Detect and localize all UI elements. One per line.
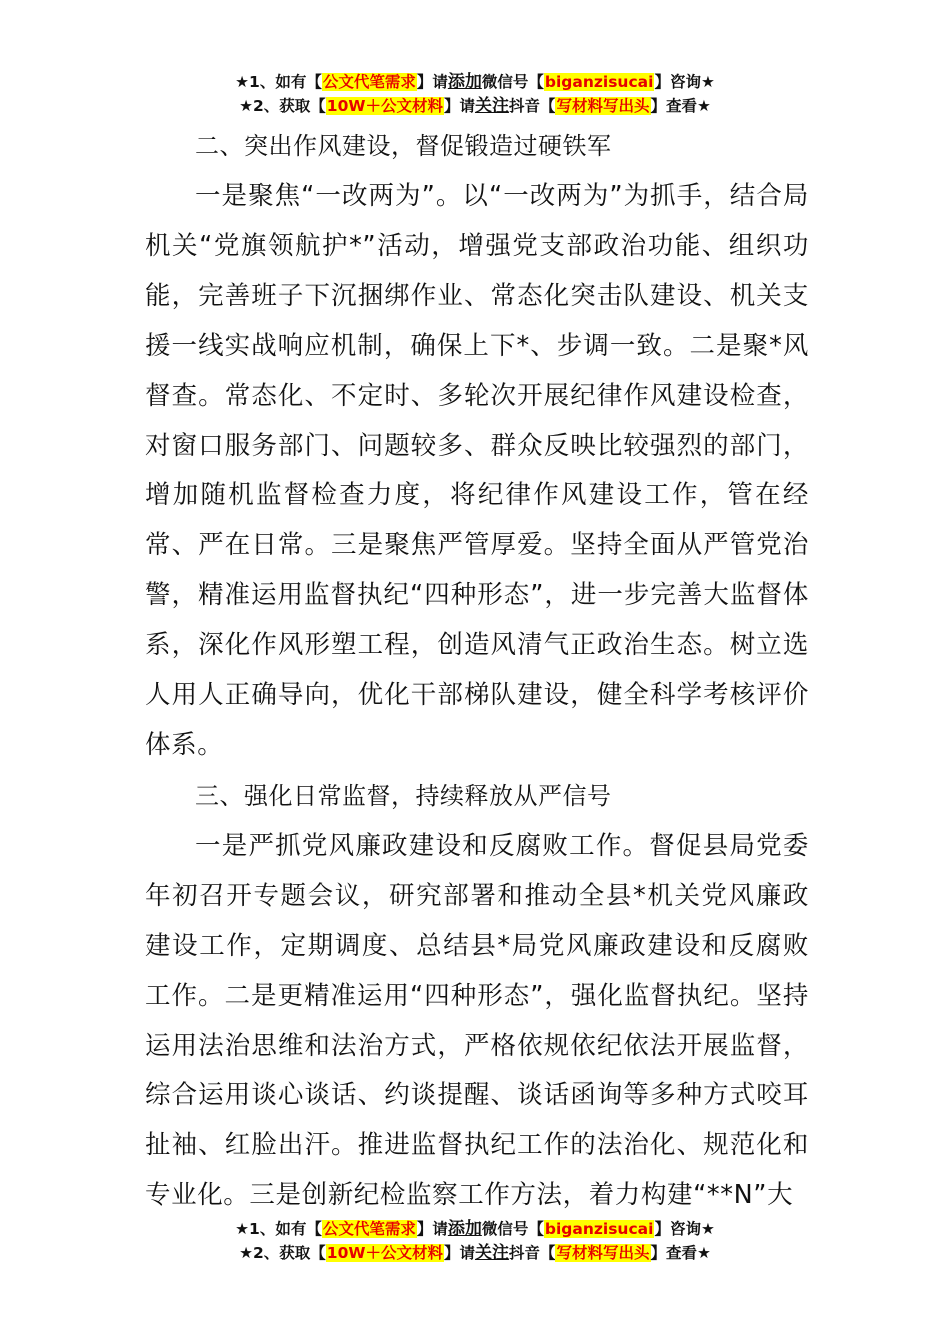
document-body (145, 123, 809, 1223)
header-promo (0, 70, 950, 118)
promo-highlight-materials: 10W＋公文材料 (326, 97, 443, 115)
footer-promo (0, 1217, 950, 1265)
promo-line-1: ★1、如有【公文代笔需求】请添加微信号【biganzisucai】咨询★ (235, 1219, 715, 1239)
promo-highlight-service: 公文代笔需求 (322, 73, 416, 91)
promo-emphasis-add: 添加 (447, 1219, 482, 1239)
promo-highlight-service: 公文代笔需求 (322, 1220, 416, 1238)
promo-wechat-id: biganzisucai (544, 1220, 654, 1238)
promo-emphasis-follow: 关注 (474, 96, 509, 116)
section-paragraph-2: 一是聚焦“一改两为”。以“一改两为”为抓手，结合局机关“党旗领航护*”活动，增强党支部政治功能、组织功能，完善班子下沉捆绑作业、常态化突击队建设、机关支援一线实战响应机制，确保上下*、步调一致。二是聚*风督查。常态化、不定时、多轮次开展纪律作风建设检查，对窗口服务部门、问题较多、群众反映比较强烈的部门，增加随机监督检查力度，将纪律作风建设工作，管在经常、严在日常。三是聚焦严管厚爱。坚持全面从严管党治警，精准运用监督执纪“四种形态”，进一步完善大监督体系，深化作风形塑工程，创造风清气正政治生态。树立选人用人正确导向，优化干部梯队建设，健全科学考核评价体系。 (145, 181, 809, 760)
promo-emphasis-follow: 关注 (474, 1243, 509, 1263)
section-heading-3: 三、强化日常监督，持续释放从严信号 (195, 781, 612, 810)
promo-douyin-account: 写材料写出头 (556, 1244, 650, 1262)
promo-wechat-id: biganzisucai (544, 73, 654, 91)
promo-douyin-account: 写材料写出头 (556, 97, 650, 115)
promo-highlight-materials: 10W＋公文材料 (326, 1244, 443, 1262)
promo-line-2: ★2、获取【10W＋公文材料】请关注抖音【写材料写出头】查看★ (239, 1243, 711, 1263)
promo-line-2: ★2、获取【10W＋公文材料】请关注抖音【写材料写出头】查看★ (239, 96, 711, 116)
promo-emphasis-add: 添加 (447, 72, 482, 92)
section-heading-2: 二、突出作风建设，督促锻造过硬铁军 (195, 132, 612, 160)
promo-line-1: ★1、如有【公文代笔需求】请添加微信号【biganzisucai】咨询★ (235, 72, 715, 92)
section-paragraph-3: 一是严抓党风廉政建设和反腐败工作。督促县局党委年初召开专题会议，研究部署和推动全县*机关党风廉政建设工作，定期调度、总结县*局党风廉政建设和反腐败工作。二是更精准运用“四种形态”，强化监督执纪。坚持运用法治思维和法治方式，严格依规依纪依法开展监督，综合运用谈心谈话、约谈提醒、谈话函询等多种方式咬耳扯袖、红脸出汗。推进监督执纪工作的法治化、规范化和专业化。三是创新纪检监察工作方法，着力构建“**N”大 (145, 830, 809, 1211)
